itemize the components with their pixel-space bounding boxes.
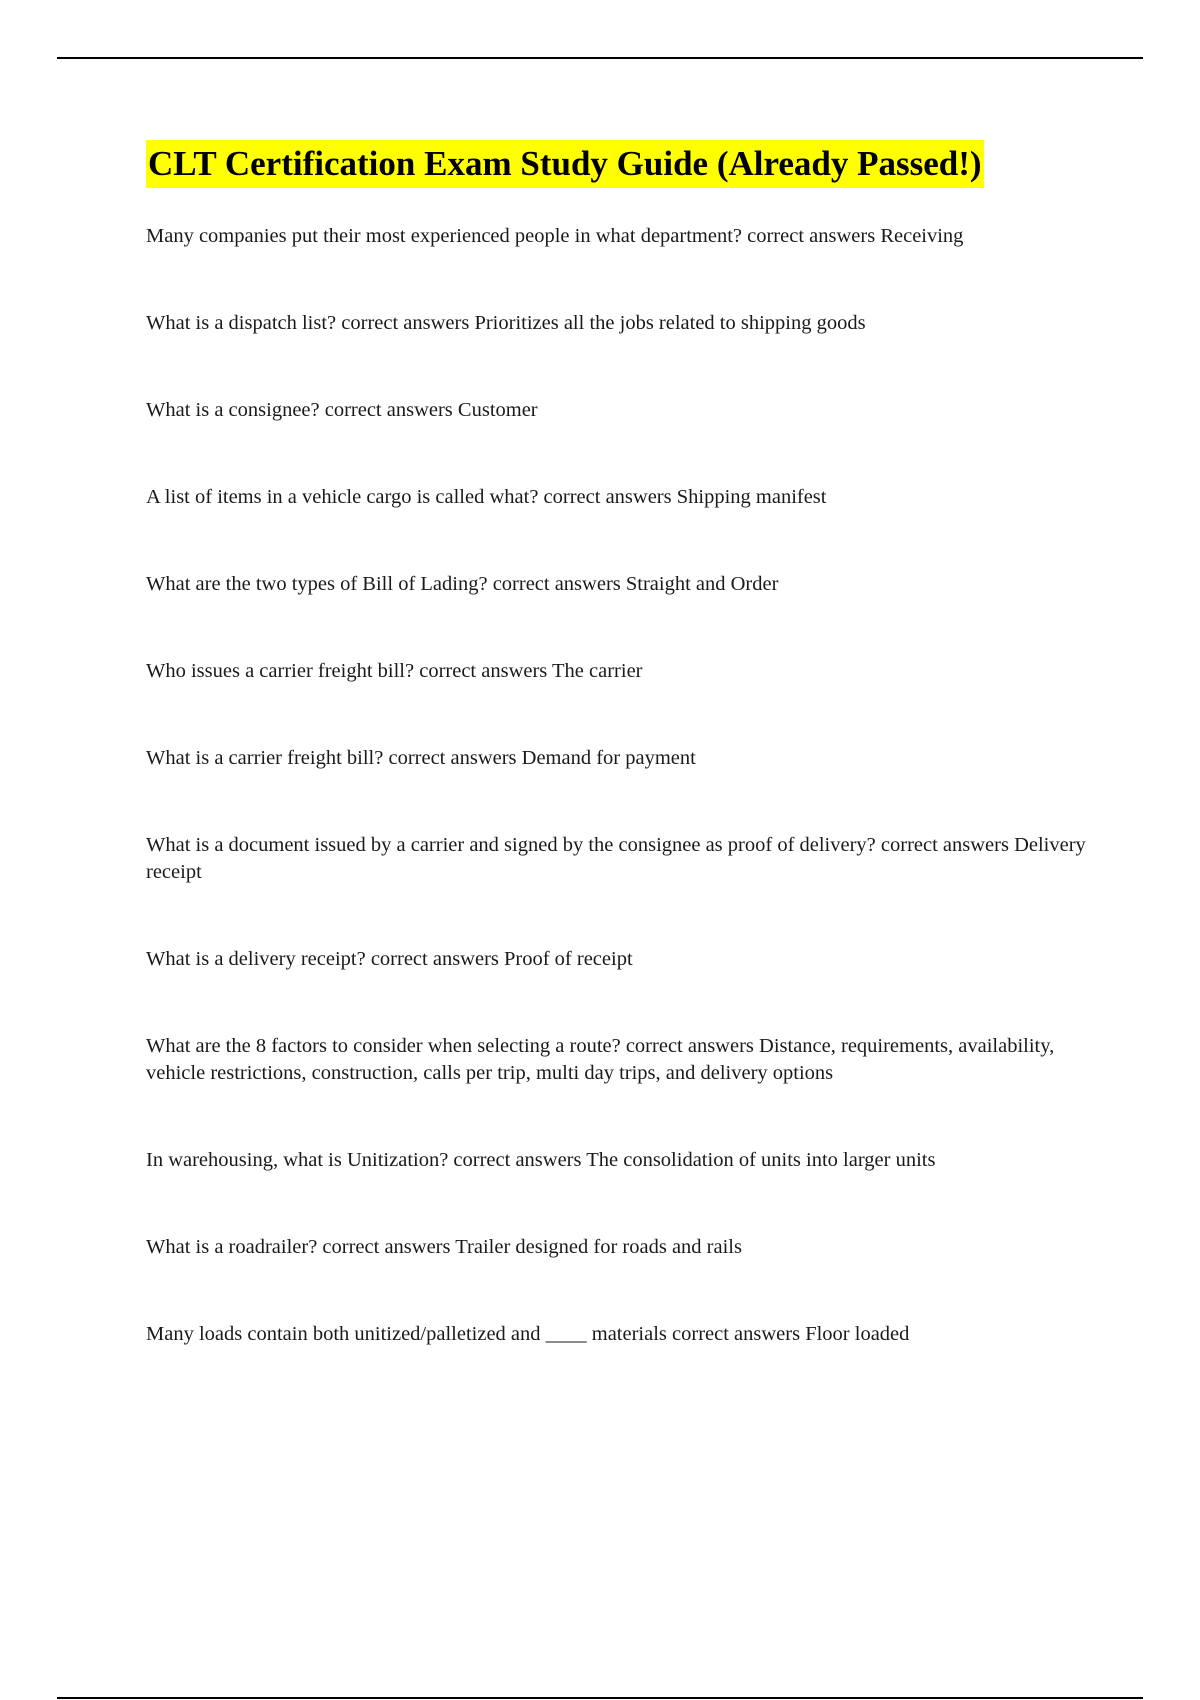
qa-item: What is a delivery receipt? correct answers Proof of receipt <box>146 948 633 970</box>
document-title: CLT Certification Exam Study Guide (Already Passed!) <box>146 140 984 188</box>
qa-item: Many companies put their most experienced people in what department? correct answers Receiving <box>146 225 964 247</box>
qa-item: What is a carrier freight bill? correct answers Demand for payment <box>146 747 696 769</box>
qa-item: What is a consignee? correct answers Customer <box>146 399 538 421</box>
qa-list <box>146 223 1086 1348</box>
header-rule <box>57 57 1143 59</box>
qa-item: What are the 8 factors to consider when selecting a route? correct answers Distance, requirements, availability, vehicle restrictions, construction, calls per trip, multi day trips, and delivery options <box>146 1035 1055 1084</box>
qa-item: Who issues a carrier freight bill? correct answers The carrier <box>146 660 643 682</box>
document-body <box>146 140 1086 1348</box>
qa-item: What are the two types of Bill of Lading? correct answers Straight and Order <box>146 573 779 595</box>
qa-item: A list of items in a vehicle cargo is called what? correct answers Shipping manifest <box>146 486 827 508</box>
qa-item: Many loads contain both unitized/palletized and ____ materials correct answers Floor loaded <box>146 1323 910 1345</box>
qa-item: What is a dispatch list? correct answers Prioritizes all the jobs related to shipping goods <box>146 312 866 334</box>
footer-rule <box>57 1697 1143 1699</box>
qa-item: In warehousing, what is Unitization? correct answers The consolidation of units into larger units <box>146 1149 936 1171</box>
qa-item: What is a roadrailer? correct answers Trailer designed for roads and rails <box>146 1236 742 1258</box>
qa-item: What is a document issued by a carrier and signed by the consignee as proof of delivery? correct answers Delivery receipt <box>146 834 1086 883</box>
